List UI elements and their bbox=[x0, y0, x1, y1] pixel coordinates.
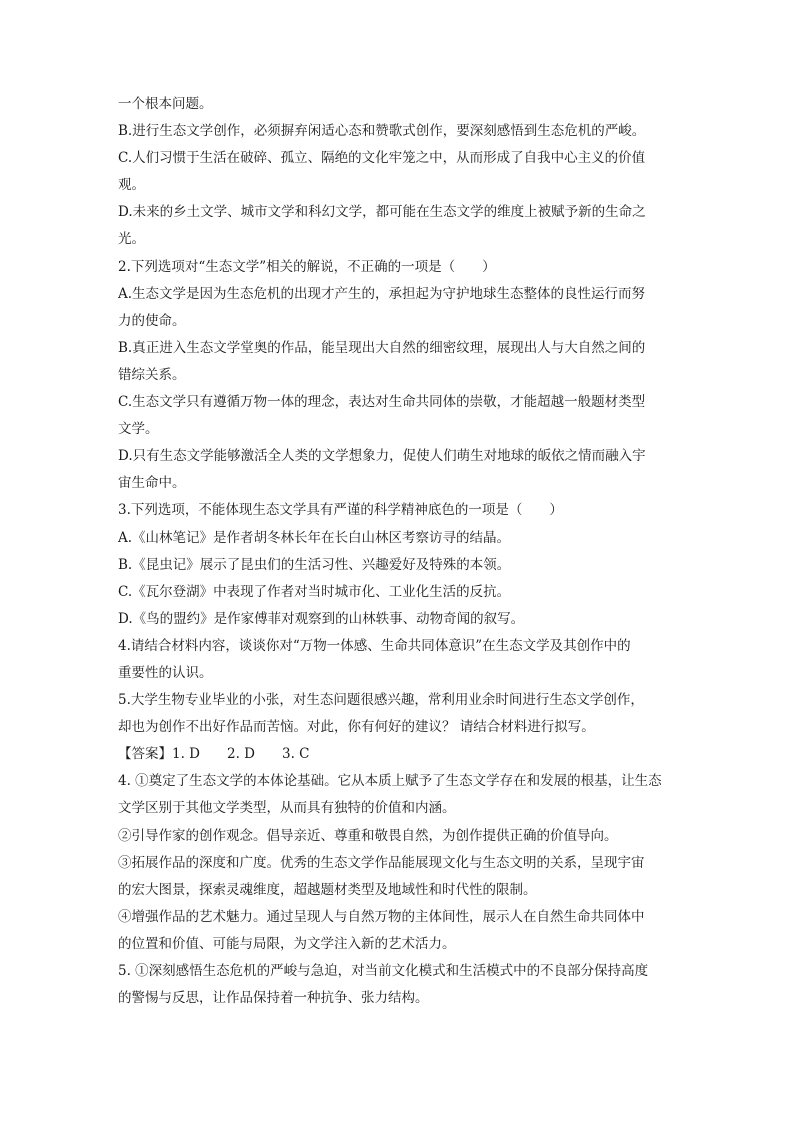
option-line: C.《瓦尔登湖》中表现了作者对当时城市化、工业化生活的反抗。 bbox=[118, 583, 511, 600]
answer-text-line: 的警惕与反思，让作品保持着一种抗争、张力结构。 bbox=[118, 990, 429, 1007]
option-line: B.《昆虫记》展示了昆虫们的生活习性、兴趣爱好及特殊的本领。 bbox=[118, 556, 511, 573]
answer-text-line: 的位置和价值、可能与局限，为文学注入新的艺术活力。 bbox=[118, 935, 456, 952]
option-line: D.只有生态文学能够激活全人类的文学想象力，促使人们萌生对地球的皈依之情而融入宇 bbox=[118, 448, 646, 465]
text-line: 宙生命中。 bbox=[118, 475, 186, 492]
option-line: B.真正进入生态文学堂奥的作品，能呈现出大自然的细密纹理，展现出人与大自然之间的 bbox=[118, 339, 646, 356]
question-line: 2.下列选项对“生态文学”相关的解说，不正确的一项是（ ） bbox=[118, 258, 496, 275]
option-line: B.进行生态文学创作，必须摒弃闲适心态和赞歌式创作，要深刻感悟到生态危机的严峻。 bbox=[118, 123, 646, 140]
option-line: D.《鸟的盟约》是作家傅菲对观察到的山林轶事、动物奇闻的叙写。 bbox=[118, 610, 525, 627]
answer-text-line: ③拓展作品的深度和广度。优秀的生态文学作品能展现文化与生态文明的关系，呈现宇宙 bbox=[118, 854, 645, 871]
option-line: A.《山林笔记》是作者胡冬林长年在长白山林区考察访寻的结晶。 bbox=[118, 529, 511, 546]
document-page bbox=[118, 91, 678, 1012]
option-line: D.未来的乡土文学、城市文学和科幻文学，都可能在生态文学的维度上被赋予新的生命之 bbox=[118, 204, 646, 221]
question-line: 4.请结合材料内容，谈谈你对“万物一体感、生命共同体意识”在生态文学及其创作中的 bbox=[118, 637, 631, 654]
text-line: 一个根本问题。 bbox=[118, 96, 213, 112]
text-line: 观。 bbox=[118, 177, 145, 194]
answer-text-line: 文学区别于其他文学类型，从而具有独特的价值和内涵。 bbox=[118, 800, 456, 817]
answer-text-line: 的宏大图景，探索灵魂维度，超越题材类型及地域性和时代性的限制。 bbox=[118, 881, 537, 898]
text-line: 错综关系。 bbox=[118, 366, 186, 383]
option-line: A.生态文学是因为生态危机的出现才产生的，承担起为守护地球生态整体的良性运行而努 bbox=[118, 285, 646, 302]
question-line: 5.大学生物专业毕业的小张，对生态问题很感兴趣，常利用业余时间进行生态文学创作， bbox=[118, 692, 644, 709]
option-line: C.人们习惯于生活在破碎、孤立、隔绝的文化牢笼之中，从而形成了自我中心主义的价值 bbox=[118, 150, 646, 167]
answer-text-line: 5. ①深刻感悟生态危机的严峻与急迫，对当前文化模式和生活模式中的不良部分保持高度 bbox=[118, 963, 649, 979]
answer-text-line: ④增强作品的艺术魅力。通过呈现人与自然万物的主体间性，展示人在自然生命共同体中 bbox=[118, 908, 645, 925]
text-line: 力的使命。 bbox=[118, 312, 186, 329]
text-line: 却也为创作不出好作品而苦恼。对此，你有何好的建议？ 请结合材料进行拟写。 bbox=[118, 719, 595, 736]
text-line: 光。 bbox=[118, 231, 145, 248]
answer-line: 【答案】1. D 2. D 3. C bbox=[118, 746, 310, 763]
text-line: 重要性的认识。 bbox=[118, 664, 213, 681]
question-line: 3.下列选项，不能体现生态文学具有严谨的科学精神底色的一项是（ ） bbox=[118, 502, 563, 519]
option-line: C.生态文学只有遵循万物一体的理念，表达对生命共同体的崇敬，才能超越一般题材类型 bbox=[118, 394, 646, 411]
answer-text-line: ②引导作家的创作观念。倡导亲近、尊重和敬畏自然，为创作提供正确的价值导向。 bbox=[118, 827, 618, 844]
answer-text-line: 4. ①奠定了生态文学的本体论基础。它从本质上赋予了生态文学存在和发展的根基，让生态 bbox=[118, 773, 662, 790]
text-line: 文学。 bbox=[118, 421, 159, 438]
